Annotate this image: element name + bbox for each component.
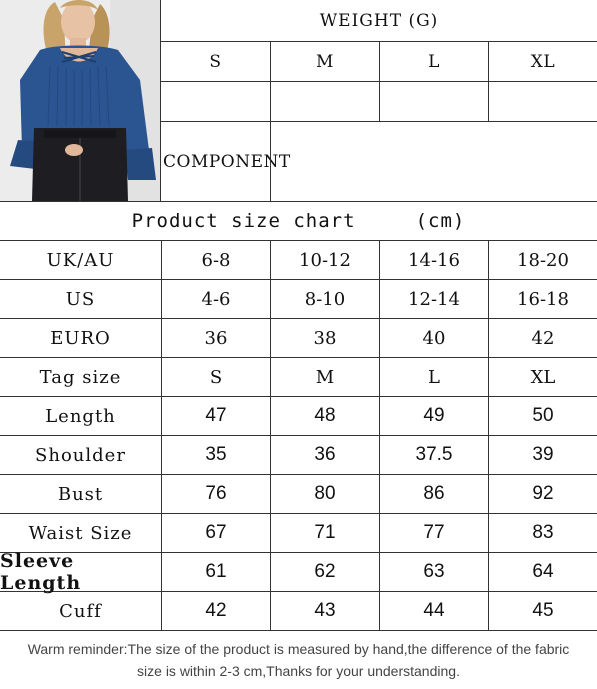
cell-m: 10-12 [270, 241, 379, 279]
row-label: US [65, 288, 96, 310]
weight-size-m: M [270, 42, 379, 81]
table-row-sleeve-length [0, 550, 597, 594]
table-row-waist-size [0, 514, 597, 553]
cell-l: 12-14 [379, 280, 488, 318]
weight-title: WEIGHT (G) [319, 10, 439, 31]
table-row-uk-au [0, 241, 597, 280]
weight-title-row [161, 0, 597, 42]
weight-value-row [161, 82, 597, 122]
cell-m: 48 [270, 397, 379, 435]
cell-s: 4-6 [161, 280, 270, 318]
weight-value-m [270, 82, 379, 121]
cell-m: 71 [270, 514, 379, 552]
cell-xl: 16-18 [488, 280, 597, 318]
cell-l: 40 [379, 319, 488, 357]
weight-value-s [161, 82, 270, 121]
cell-l: 77 [379, 514, 488, 552]
weight-size-l: L [379, 42, 488, 81]
cell-xl: 45 [488, 592, 597, 630]
cell-s: 67 [161, 514, 270, 552]
cell-xl: XL [488, 358, 597, 396]
model-illustration [0, 0, 160, 201]
cell-m: 43 [270, 592, 379, 630]
cell-s: 6-8 [161, 241, 270, 279]
weight-size-xl: XL [488, 42, 597, 81]
weight-grid [161, 0, 597, 202]
product-photo [0, 0, 161, 202]
row-label: Length [45, 405, 116, 427]
cell-xl: 64 [488, 553, 597, 591]
cell-xl: 92 [488, 475, 597, 513]
table-row-cuff [0, 592, 597, 631]
table-row-euro [0, 319, 597, 358]
cell-l: 44 [379, 592, 488, 630]
cell-l: L [379, 358, 488, 396]
weight-value-l [379, 82, 488, 121]
cell-xl: 83 [488, 514, 597, 552]
cell-xl: 18-20 [488, 241, 597, 279]
cell-xl: 42 [488, 319, 597, 357]
cell-m: 62 [270, 553, 379, 591]
table-row-us [0, 280, 597, 319]
weight-value-xl [488, 82, 597, 121]
cell-s: 35 [161, 436, 270, 474]
cell-l: 86 [379, 475, 488, 513]
warm-reminder: Warm reminder:The size of the product is measured by hand,the difference of the fabric size is within 2-3 cm,Thanks for your understanding. [27, 641, 570, 679]
cell-s: 61 [161, 553, 270, 591]
row-label: EURO [50, 327, 111, 349]
component-row [161, 122, 597, 202]
table-row-length [0, 397, 597, 436]
row-label: Bust [57, 483, 104, 505]
row-label: Sleeve Length [0, 550, 82, 594]
component-value [270, 122, 597, 201]
cell-m: M [270, 358, 379, 396]
cell-s: 47 [161, 397, 270, 435]
chart-unit: (cm) [415, 210, 466, 232]
cell-s: S [161, 358, 270, 396]
row-label: Shoulder [35, 444, 126, 466]
weight-size-s: S [209, 51, 222, 72]
cell-m: 38 [270, 319, 379, 357]
row-label: Waist Size [28, 522, 133, 544]
table-row-tag-size [0, 358, 597, 397]
row-label: UK/AU [46, 249, 115, 271]
weight-size-row [161, 42, 597, 82]
cell-m: 8-10 [270, 280, 379, 318]
cell-l: 14-16 [379, 241, 488, 279]
cell-l: 63 [379, 553, 488, 591]
cell-s: 36 [161, 319, 270, 357]
table-row-bust [0, 475, 597, 514]
cell-s: 76 [161, 475, 270, 513]
row-label: Cuff [59, 600, 102, 622]
header-block [0, 0, 597, 202]
chart-title: Product size chart [131, 210, 356, 232]
chart-title-row [0, 202, 597, 241]
cell-xl: 50 [488, 397, 597, 435]
cell-l: 37.5 [379, 436, 488, 474]
cell-m: 36 [270, 436, 379, 474]
cell-xl: 39 [488, 436, 597, 474]
component-label: COMPONENT [163, 151, 291, 172]
row-label: Tag size [39, 366, 122, 388]
cell-m: 80 [270, 475, 379, 513]
cell-s: 42 [161, 592, 270, 630]
cell-l: 49 [379, 397, 488, 435]
table-row-shoulder [0, 436, 597, 475]
